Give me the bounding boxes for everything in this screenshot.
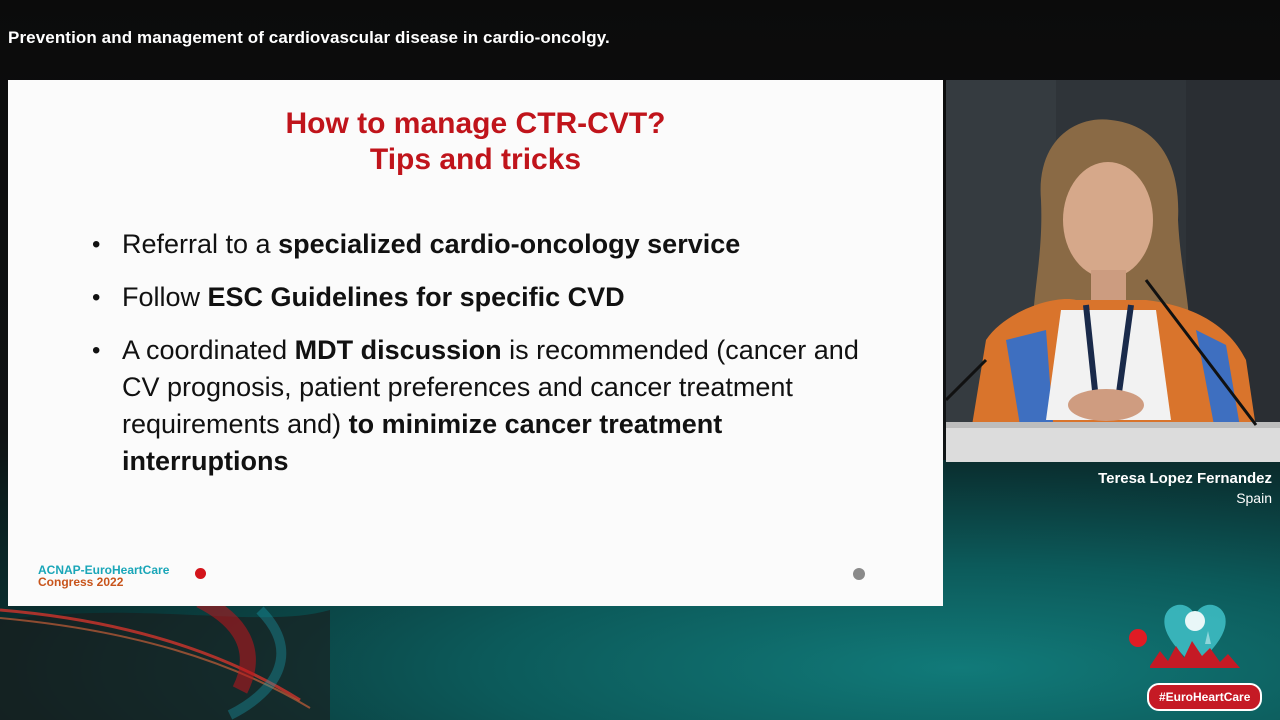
bullet-item xyxy=(92,279,892,316)
speaker-name: Teresa Lopez Fernandez xyxy=(1098,470,1272,487)
presentation-slide xyxy=(8,80,943,606)
slide-title-line-2: Tips and tricks xyxy=(369,143,582,176)
congress-logo-line-2: Congress 2022 xyxy=(38,575,124,589)
congress-logo-line-1: ACNAP-EuroHeartCare xyxy=(38,563,170,577)
bullet-item xyxy=(92,226,892,263)
slide-title xyxy=(8,106,943,178)
bullet-text: A coordinated xyxy=(122,335,295,365)
bullet-text-bold: to minimize cancer treatment interruptions xyxy=(122,409,723,476)
background-waves xyxy=(0,590,1280,720)
slide-indicator-dot-icon xyxy=(853,568,865,580)
congress-logo xyxy=(38,564,169,588)
event-heart-logo-icon xyxy=(1110,596,1280,686)
hashtag-badge: #EuroHeartCare xyxy=(1147,683,1262,711)
bullet-text-bold: specialized cardio-oncology service xyxy=(278,229,741,259)
bullet-text: Referral to a xyxy=(122,229,279,259)
bullet-text: is recommended (cancer and CV prognosis, patient preferences and cancer treatment requirements and) xyxy=(122,335,859,439)
logo-dot-icon xyxy=(195,568,206,579)
bullet-text-bold: ESC Guidelines for specific CVD xyxy=(207,282,625,312)
bullet-text-bold: MDT discussion xyxy=(294,335,502,365)
speaker-country: Spain xyxy=(1236,490,1272,506)
speaker-figure xyxy=(946,80,1280,462)
bullet-text: Follow xyxy=(122,282,208,312)
bullet-list xyxy=(92,226,892,496)
slide-title-line-1: How to manage CTR-CVT? xyxy=(285,107,666,140)
bullet-item xyxy=(92,332,892,480)
speaker-video xyxy=(946,80,1280,462)
session-title: Prevention and management of cardiovascular disease in cardio-oncolgy. xyxy=(8,28,610,47)
